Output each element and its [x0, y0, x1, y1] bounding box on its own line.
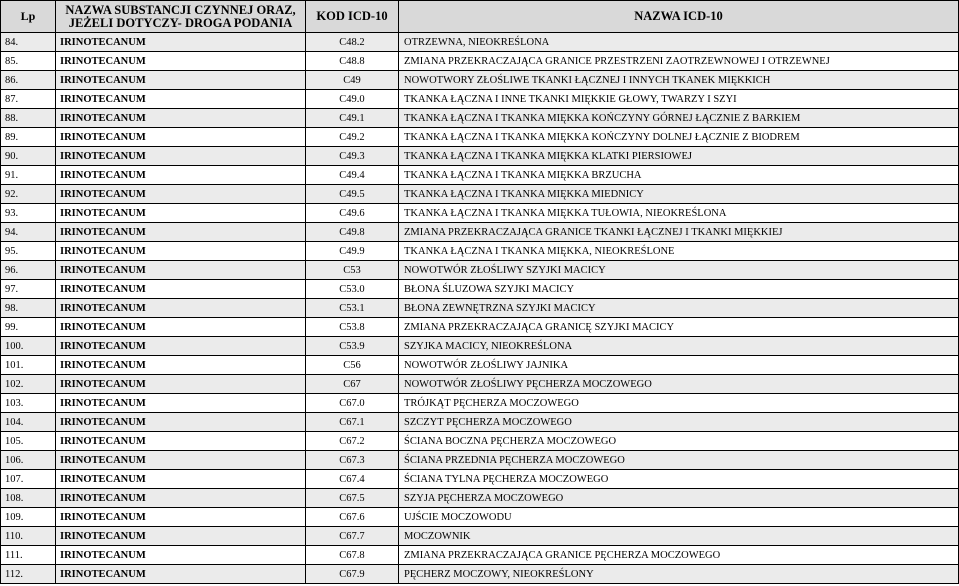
table-row — [1, 432, 959, 451]
table-row — [1, 71, 959, 90]
row-lp: 87. — [1, 90, 56, 109]
row-substance: IRINOTECANUM — [56, 280, 306, 299]
row-name: NOWOTWÓR ZŁOŚLIWY JAJNIKA — [399, 356, 959, 375]
row-substance: IRINOTECANUM — [56, 451, 306, 470]
row-lp: 98. — [1, 299, 56, 318]
row-lp: 106. — [1, 451, 56, 470]
table-row — [1, 90, 959, 109]
row-substance: IRINOTECANUM — [56, 204, 306, 223]
table-row — [1, 33, 959, 52]
table-row — [1, 223, 959, 242]
table-row — [1, 52, 959, 71]
row-code: C49.1 — [306, 109, 399, 128]
row-lp: 96. — [1, 261, 56, 280]
row-lp: 110. — [1, 527, 56, 546]
table-row — [1, 299, 959, 318]
row-lp: 92. — [1, 185, 56, 204]
row-lp: 95. — [1, 242, 56, 261]
row-lp: 111. — [1, 546, 56, 565]
row-substance: IRINOTECANUM — [56, 470, 306, 489]
table-row — [1, 242, 959, 261]
row-substance: IRINOTECANUM — [56, 33, 306, 52]
row-name: TKANKA ŁĄCZNA I TKANKA MIĘKKA, NIEOKREŚLONE — [399, 242, 959, 261]
row-substance: IRINOTECANUM — [56, 261, 306, 280]
row-lp: 103. — [1, 394, 56, 413]
row-substance: IRINOTECANUM — [56, 337, 306, 356]
table-row — [1, 337, 959, 356]
row-name: BŁONA ŚLUZOWA SZYJKI MACICY — [399, 280, 959, 299]
row-code: C67.8 — [306, 546, 399, 565]
row-name: TKANKA ŁĄCZNA I TKANKA MIĘKKA BRZUCHA — [399, 166, 959, 185]
row-substance: IRINOTECANUM — [56, 546, 306, 565]
row-code: C67.3 — [306, 451, 399, 470]
table-row — [1, 470, 959, 489]
row-name: ŚCIANA BOCZNA PĘCHERZA MOCZOWEGO — [399, 432, 959, 451]
row-code: C49.4 — [306, 166, 399, 185]
row-name: TKANKA ŁĄCZNA I TKANKA MIĘKKA KOŃCZYNY GÓRNEJ ŁĄCZNIE Z BARKIEM — [399, 109, 959, 128]
row-substance: IRINOTECANUM — [56, 375, 306, 394]
row-name: ŚCIANA TYLNA PĘCHERZA MOCZOWEGO — [399, 470, 959, 489]
row-name: TKANKA ŁĄCZNA I TKANKA MIĘKKA KLATKI PIERSIOWEJ — [399, 147, 959, 166]
table-row — [1, 147, 959, 166]
row-lp: 109. — [1, 508, 56, 527]
table-row — [1, 109, 959, 128]
table-header-row — [1, 1, 959, 33]
row-substance: IRINOTECANUM — [56, 318, 306, 337]
row-name: ZMIANA PRZEKRACZAJĄCA GRANICĘ SZYJKI MACICY — [399, 318, 959, 337]
row-code: C49.0 — [306, 90, 399, 109]
row-code: C67.7 — [306, 527, 399, 546]
header-code: KOD ICD-10 — [306, 1, 399, 33]
row-code: C53.0 — [306, 280, 399, 299]
row-name: TKANKA ŁĄCZNA I INNE TKANKI MIĘKKIE GŁOWY, TWARZY I SZYI — [399, 90, 959, 109]
row-substance: IRINOTECANUM — [56, 356, 306, 375]
row-code: C53 — [306, 261, 399, 280]
row-lp: 105. — [1, 432, 56, 451]
row-substance: IRINOTECANUM — [56, 223, 306, 242]
row-code: C67.6 — [306, 508, 399, 527]
table-row — [1, 280, 959, 299]
row-substance: IRINOTECANUM — [56, 565, 306, 584]
row-code: C49.2 — [306, 128, 399, 147]
table-row — [1, 527, 959, 546]
row-name: PĘCHERZ MOCZOWY, NIEOKREŚLONY — [399, 565, 959, 584]
row-code: C49.5 — [306, 185, 399, 204]
row-code: C53.8 — [306, 318, 399, 337]
row-lp: 102. — [1, 375, 56, 394]
row-substance: IRINOTECANUM — [56, 432, 306, 451]
row-name: SZYJA PĘCHERZA MOCZOWEGO — [399, 489, 959, 508]
row-substance: IRINOTECANUM — [56, 147, 306, 166]
row-name: TKANKA ŁĄCZNA I TKANKA MIĘKKA TUŁOWIA, NIEOKREŚLONA — [399, 204, 959, 223]
row-name: UJŚCIE MOCZOWODU — [399, 508, 959, 527]
row-lp: 107. — [1, 470, 56, 489]
row-substance: IRINOTECANUM — [56, 242, 306, 261]
table-row — [1, 375, 959, 394]
header-lp: Lp — [1, 1, 56, 33]
row-lp: 86. — [1, 71, 56, 90]
row-substance: IRINOTECANUM — [56, 185, 306, 204]
row-code: C49.9 — [306, 242, 399, 261]
row-name: BŁONA ZEWNĘTRZNA SZYJKI MACICY — [399, 299, 959, 318]
row-substance: IRINOTECANUM — [56, 413, 306, 432]
row-lp: 97. — [1, 280, 56, 299]
row-code: C67.2 — [306, 432, 399, 451]
row-code: C53.1 — [306, 299, 399, 318]
row-substance: IRINOTECANUM — [56, 166, 306, 185]
row-code: C49.3 — [306, 147, 399, 166]
row-lp: 104. — [1, 413, 56, 432]
row-name: SZCZYT PĘCHERZA MOCZOWEGO — [399, 413, 959, 432]
table-row — [1, 451, 959, 470]
row-substance: IRINOTECANUM — [56, 489, 306, 508]
row-substance: IRINOTECANUM — [56, 527, 306, 546]
table-row — [1, 546, 959, 565]
row-code: C56 — [306, 356, 399, 375]
row-lp: 91. — [1, 166, 56, 185]
row-substance: IRINOTECANUM — [56, 90, 306, 109]
row-code: C67.5 — [306, 489, 399, 508]
row-name: MOCZOWNIK — [399, 527, 959, 546]
row-lp: 89. — [1, 128, 56, 147]
table-row — [1, 565, 959, 584]
row-name: NOWOTWÓR ZŁOŚLIWY PĘCHERZA MOCZOWEGO — [399, 375, 959, 394]
row-name: ZMIANA PRZEKRACZAJĄCA GRANICE PRZESTRZENI ZAOTRZEWNOWEJ I OTRZEWNEJ — [399, 52, 959, 71]
row-substance: IRINOTECANUM — [56, 508, 306, 527]
row-substance: IRINOTECANUM — [56, 109, 306, 128]
row-name: TKANKA ŁĄCZNA I TKANKA MIĘKKA MIEDNICY — [399, 185, 959, 204]
row-lp: 90. — [1, 147, 56, 166]
row-code: C49.6 — [306, 204, 399, 223]
row-name: ŚCIANA PRZEDNIA PĘCHERZA MOCZOWEGO — [399, 451, 959, 470]
row-name: ZMIANA PRZEKRACZAJĄCA GRANICE PĘCHERZA MOCZOWEGO — [399, 546, 959, 565]
row-lp: 101. — [1, 356, 56, 375]
row-lp: 93. — [1, 204, 56, 223]
table-row — [1, 356, 959, 375]
row-code: C67.9 — [306, 565, 399, 584]
row-substance: IRINOTECANUM — [56, 299, 306, 318]
row-name: NOWOTWORY ZŁOŚLIWE TKANKI ŁĄCZNEJ I INNYCH TKANEK MIĘKKICH — [399, 71, 959, 90]
row-code: C67.0 — [306, 394, 399, 413]
row-name: TRÓJKĄT PĘCHERZA MOCZOWEGO — [399, 394, 959, 413]
row-code: C49.8 — [306, 223, 399, 242]
row-code: C49 — [306, 71, 399, 90]
row-substance: IRINOTECANUM — [56, 52, 306, 71]
row-lp: 100. — [1, 337, 56, 356]
row-lp: 99. — [1, 318, 56, 337]
row-substance: IRINOTECANUM — [56, 71, 306, 90]
row-substance: IRINOTECANUM — [56, 394, 306, 413]
table-row — [1, 489, 959, 508]
row-code: C48.2 — [306, 33, 399, 52]
row-name: OTRZEWNA, NIEOKREŚLONA — [399, 33, 959, 52]
row-code: C53.9 — [306, 337, 399, 356]
row-lp: 94. — [1, 223, 56, 242]
row-code: C48.8 — [306, 52, 399, 71]
table-row — [1, 318, 959, 337]
row-lp: 112. — [1, 565, 56, 584]
table-row — [1, 413, 959, 432]
row-lp: 108. — [1, 489, 56, 508]
row-substance: IRINOTECANUM — [56, 128, 306, 147]
table-row — [1, 128, 959, 147]
row-code: C67.1 — [306, 413, 399, 432]
table-body — [1, 33, 959, 584]
row-lp: 84. — [1, 33, 56, 52]
row-name: SZYJKA MACICY, NIEOKREŚLONA — [399, 337, 959, 356]
row-code: C67 — [306, 375, 399, 394]
table-row — [1, 261, 959, 280]
table-row — [1, 166, 959, 185]
row-lp: 85. — [1, 52, 56, 71]
row-code: C67.4 — [306, 470, 399, 489]
table-row — [1, 185, 959, 204]
header-name: NAZWA ICD-10 — [399, 1, 959, 33]
table-row — [1, 394, 959, 413]
table-row — [1, 204, 959, 223]
row-name: NOWOTWÓR ZŁOŚLIWY SZYJKI MACICY — [399, 261, 959, 280]
table-row — [1, 508, 959, 527]
header-substance: NAZWA SUBSTANCJI CZYNNEJ ORAZ, JEŻELI DOTYCZY- DROGA PODANIA — [56, 1, 306, 33]
row-lp: 88. — [1, 109, 56, 128]
row-name: ZMIANA PRZEKRACZAJĄCA GRANICE TKANKI ŁĄCZNEJ I TKANKI MIĘKKIEJ — [399, 223, 959, 242]
row-name: TKANKA ŁĄCZNA I TKANKA MIĘKKA KOŃCZYNY DOLNEJ ŁĄCZNIE Z BIODREM — [399, 128, 959, 147]
